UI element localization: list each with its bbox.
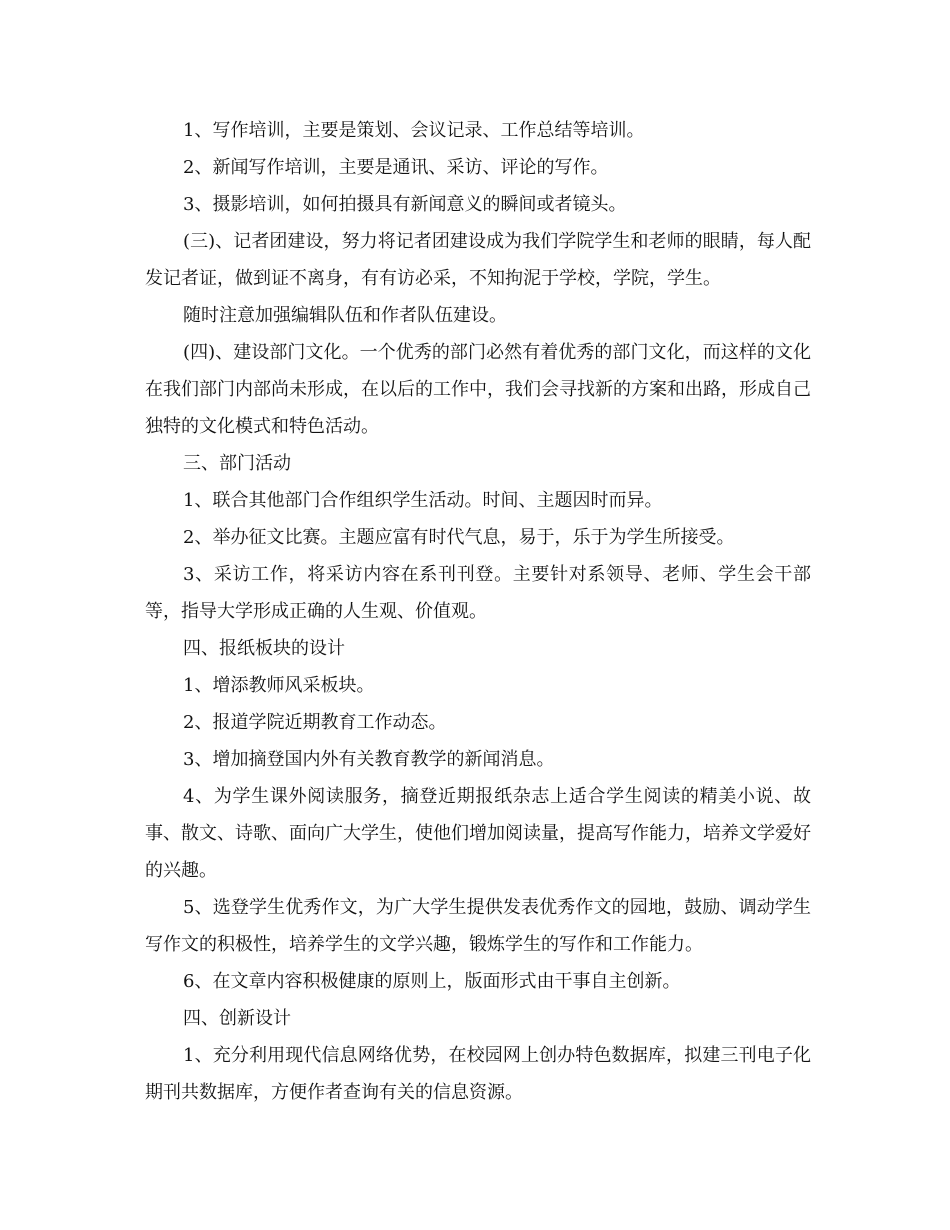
paragraph-joint-activities: 1、联合其他部门合作组织学生活动。时间、主题因时而异。 xyxy=(183,490,663,511)
paragraph-student-essays: 5、选登学生优秀作文，为广大学生提供发表优秀作文的园地，鼓励、调动学生写作文的积极性，培养学生的文学兴趣，锻炼学生的写作和工作能力。 xyxy=(145,897,811,955)
paragraph-essay-contest: 2、举办征文比赛。主题应富有时代气息，易于，乐于为学生所接受。 xyxy=(183,527,735,548)
paragraph-editor-team: 随时注意加强编辑队伍和作者队伍建设。 xyxy=(183,305,507,326)
paragraph-layout-innovation: 6、在文章内容积极健康的原则上，版面形式由干事自主创新。 xyxy=(183,971,681,992)
paragraph-news-writing-training: 2、新闻写作培训，主要是通讯、采访、评论的写作。 xyxy=(183,157,609,178)
section-heading-department-activities: 三、部门活动 xyxy=(183,453,291,474)
paragraph-reporter-team: (三)、记者团建设，努力将记者团建设成为我们学院学生和老师的眼睛，每人配发记者证，做到证不离身，有有访必采，不知拘泥于学校，学院，学生。 xyxy=(145,231,811,289)
paragraph-database-innovation: 1、充分利用现代信息网络优势，在校园网上创办特色数据库，拟建三刊电子化期刊共数据库，方便作者查询有关的信息资源。 xyxy=(145,1045,811,1103)
paragraph-education-news: 2、报道学院近期教育工作动态。 xyxy=(183,712,447,733)
paragraph-writing-training: 1、写作培训，主要是策划、会议记录、工作总结等培训。 xyxy=(183,120,645,141)
section-heading-innovation-design: 四、创新设计 xyxy=(183,1008,291,1029)
paragraph-photography-training: 3、摄影培训，如何拍摄具有新闻意义的瞬间或者镜头。 xyxy=(183,194,627,215)
paragraph-teacher-section: 1、增添教师风采板块。 xyxy=(183,675,375,696)
paragraph-department-culture: (四)、建设部门文化。一个优秀的部门必然有着优秀的部门文化，而这样的文化在我们部门内部尚未形成，在以后的工作中，我们会寻找新的方案和出路，形成自己独特的文化模式和特色活动。 xyxy=(145,342,811,437)
section-heading-newspaper-sections: 四、报纸板块的设计 xyxy=(183,638,345,659)
paragraph-interview-work: 3、采访工作，将采访内容在系刊刊登。主要针对系领导、老师、学生会干部等，指导大学形成正确的人生观、价值观。 xyxy=(145,564,811,622)
paragraph-reading-service: 4、为学生课外阅读服务，摘登近期报纸杂志上适合学生阅读的精美小说、故事、散文、诗歌、面向广大学生，使他们增加阅读量，提高写作能力，培养文学爱好的兴趣。 xyxy=(145,786,811,881)
document-body xyxy=(145,112,811,1111)
paragraph-domestic-foreign-news: 3、增加摘登国内外有关教育教学的新闻消息。 xyxy=(183,749,555,770)
